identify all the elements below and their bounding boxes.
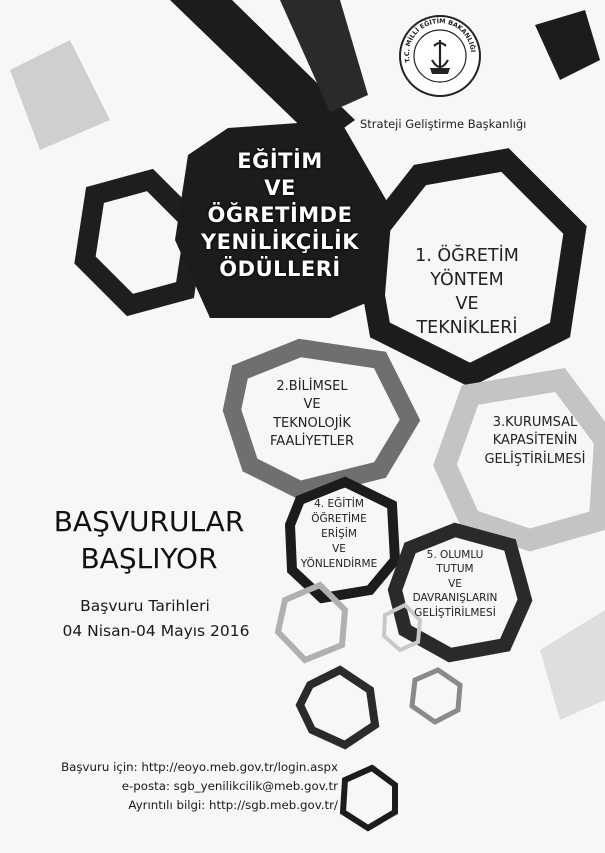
category-line: ERİŞİM	[321, 527, 357, 540]
decor-hex-small-2	[300, 670, 375, 745]
decor-hex-small-4	[343, 768, 395, 828]
title-line: ÖĞRETİMDE	[207, 202, 353, 227]
seal-text: T.C. MİLLÎ EĞİTİM BAKANLIĞI	[402, 17, 477, 64]
category-line: YÖNLENDİRME	[300, 557, 378, 570]
decor-hex-small-3	[412, 670, 460, 722]
category-line: KAPASİTENİN	[492, 433, 578, 449]
category-line: TUTUM	[436, 563, 474, 576]
announcement-headline	[14, 503, 284, 577]
department-name: Strateji Geliştirme Başkanlığı	[360, 117, 527, 131]
headline-line: BAŞVURULAR	[53, 505, 245, 538]
category-line: 4. EĞİTİM	[314, 498, 364, 510]
decor-hex-top-left	[10, 40, 110, 150]
category-line: 5. OLUMLU	[426, 549, 484, 561]
email-link[interactable]: e-posta: sgb_yenilikcilik@meb.gov.tr	[121, 778, 338, 793]
category-line: VE	[455, 294, 479, 315]
category-line: FAALİYETLER	[269, 434, 355, 450]
title-line: YENİLİKÇİLİK	[200, 229, 360, 254]
category-line: YÖNTEM	[430, 270, 504, 291]
category-line: TEKNOLOJİK	[273, 415, 351, 431]
category-line: VE	[303, 397, 321, 413]
decor-bar-top-right	[535, 10, 600, 80]
category-line: ÖĞRETİME	[311, 512, 367, 525]
category-1-label	[392, 244, 542, 341]
category-4-label	[291, 497, 387, 572]
ministry-seal-logo	[398, 14, 482, 98]
category-line: TEKNİKLERİ	[416, 318, 518, 339]
category-2-label	[247, 378, 377, 452]
decor-hex-small-1	[278, 585, 345, 660]
category-line: 2.BİLİMSEL	[276, 379, 348, 394]
application-dates: 04 Nisan-04 Mayıs 2016	[62, 622, 250, 640]
award-title	[178, 148, 382, 282]
category-line: 1. ÖĞRETİM	[415, 246, 519, 266]
application-link[interactable]: Başvuru için: http://eoyo.meb.gov.tr/login.aspx	[61, 760, 338, 774]
title-line: EĞİTİM	[237, 149, 323, 173]
category-line: GELİŞTİRİLMESİ	[484, 451, 586, 467]
contact-info	[18, 758, 338, 815]
category-line: GELİŞTİRİLMESİ	[414, 606, 496, 619]
title-line: ÖDÜLLERİ	[219, 256, 341, 281]
info-link[interactable]: Ayrıntılı bilgi: http://sgb.meb.gov.tr/	[128, 797, 338, 812]
category-line: VE	[332, 542, 346, 555]
category-line: 3.KURUMSAL	[492, 415, 578, 430]
title-line: VE	[264, 175, 296, 200]
dates-label: Başvuru Tarihleri	[80, 597, 210, 615]
category-5-label	[400, 548, 510, 620]
category-3-label	[470, 414, 600, 469]
category-line: DAVRANIŞLARIN	[412, 592, 498, 605]
category-line: VE	[448, 577, 462, 590]
headline-line: BAŞLIYOR	[80, 542, 218, 576]
decor-bar-bottom-right	[540, 610, 605, 720]
